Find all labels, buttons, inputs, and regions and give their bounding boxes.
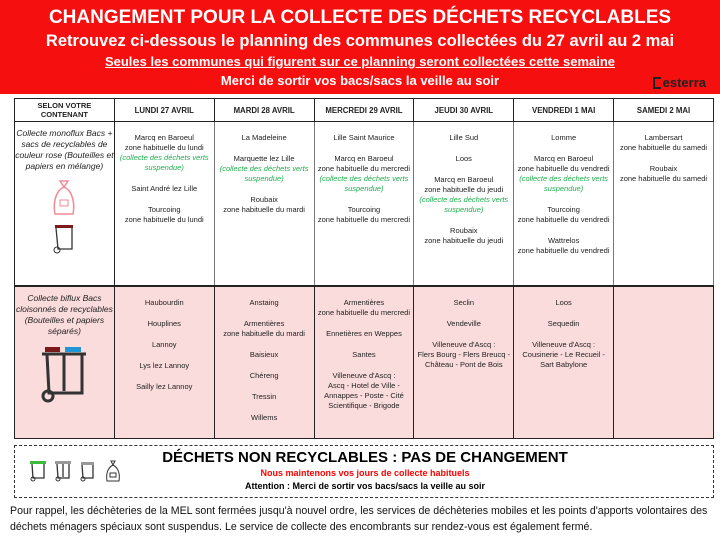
commune-entry (315, 298, 414, 318)
footer-note: Pour rappel, les déchèteries de la MEL sont fermées jusqu'à nouvel ordre, les services de déchèteries mobiles et les points d'apports volontaires des déchets ménagers spéciaux sont suspendus. Le service de collecte des encombrants sur rendez-vous est également fermé. (10, 505, 708, 533)
commune-name: Wattrelos zone habituelle du vendredi (517, 236, 610, 255)
commune-name: Roubaix zone habituelle du jeudi (424, 226, 504, 245)
non-recyclable-attention: Attention : Merci de sortir vos bacs/sacs la veille au soir (244, 481, 486, 491)
commune-entry (215, 154, 314, 184)
commune-name: Villeneuve d'Ascq : Flers Bourg - Flers Breucq - Château - Pont de Bois (417, 339, 511, 369)
commune-name: Marcq en Baroeul zone habituelle du lundi (124, 133, 204, 152)
split-bin-icon (39, 345, 89, 405)
commune-name: Tourcoing zone habituelle du vendredi (517, 205, 610, 224)
commune-name: Marcq en Baroeul zone habituelle du vendredi (517, 154, 610, 173)
schedule-cell (414, 122, 514, 286)
green-waste-note: (collecte des déchets verts suspendue) (119, 153, 209, 172)
commune-name: Roubaix zone habituelle du samedi (619, 164, 708, 183)
day-header: MERCREDI 29 AVRIL (314, 99, 414, 122)
header-banner (0, 0, 720, 94)
commune-entry (414, 133, 513, 143)
commune-entry (414, 226, 513, 246)
day-header: VENDREDI 1 MAI (514, 99, 614, 122)
commune-name: Vendeville (446, 318, 481, 328)
pink-bag-icon (49, 180, 79, 216)
commune-name: Chéreng (249, 370, 279, 380)
commune-entry (514, 298, 613, 308)
commune-name: Villeneuve d'Ascq : Cousinerie - Le Recueil - Sart Babylone (522, 339, 605, 369)
commune-entry (514, 205, 613, 225)
commune-entry (414, 340, 513, 370)
commune-entry (315, 133, 414, 143)
commune-entry (215, 195, 314, 215)
commune-entry (115, 184, 214, 194)
commune-entry (115, 298, 214, 308)
schedule-cell (314, 122, 414, 286)
commune-name: Baisieux (249, 349, 279, 359)
commune-name: Lille Saint Maurice (333, 133, 395, 142)
commune-entry (115, 361, 214, 371)
commune-name: Lomme (551, 133, 577, 142)
commune-name: Lambersart zone habituelle du samedi (619, 133, 708, 152)
commune-name: Tourcoing zone habituelle du mercredi (317, 205, 411, 224)
commune-entry (514, 236, 613, 256)
commune-name: Sailly lez Lannoy (136, 381, 193, 391)
commune-name: Loos (455, 154, 472, 163)
day-header: JEUDI 30 AVRIL (414, 99, 514, 122)
commune-name: Marcq en Baroeul zone habituelle du jeudi (424, 175, 504, 194)
commune-name: Loos (555, 297, 572, 307)
commune-name: Sequedin (547, 318, 580, 328)
commune-entry (115, 319, 214, 329)
bins-icons (29, 460, 122, 482)
green-waste-note: (collecte des déchets verts suspendue) (219, 164, 309, 183)
container-label: Collecte monoflux Bacs + sacs de recyclables de couleur rose (Bouteilles et papiers en mélange) (15, 128, 114, 171)
day-header: MARDI 28 AVRIL (214, 99, 314, 122)
commune-name: Seclin (453, 297, 475, 307)
commune-entry (115, 340, 214, 350)
commune-name: La Madeleine (241, 133, 287, 142)
commune-entry (215, 350, 314, 360)
green-waste-note: (collecte des déchets verts suspendue) (419, 195, 509, 214)
commune-entry (315, 350, 414, 360)
schedule-cell (214, 286, 314, 439)
commune-name: Tourcoing zone habituelle du lundi (124, 205, 204, 224)
grey-bin-small-icon (79, 460, 97, 482)
day-header: SAMEDI 2 MAI (614, 99, 714, 122)
commune-name: Lannoy (151, 339, 177, 349)
commune-name: Haubourdin (144, 297, 184, 307)
commune-entry (215, 319, 314, 339)
collection-schedule-table (14, 98, 714, 439)
commune-entry (614, 164, 713, 184)
commune-entry (215, 371, 314, 381)
commune-name: Roubaix zone habituelle du mardi (223, 195, 305, 214)
commune-name: Willems (250, 412, 278, 422)
commune-name: Lille Sud (449, 133, 479, 142)
esterra-logo: esterra (653, 75, 706, 90)
schedule-cell (514, 122, 614, 286)
monoflux-row (15, 122, 714, 286)
non-recyclable-subtitle: Nous maintenons vos jours de collecte habituels (260, 468, 470, 478)
commune-entry (315, 154, 414, 194)
commune-name: Villeneuve d'Ascq : Ascq - Hotel de Ville - Annappes - Poste - Cité Scientifique - Brigode (324, 370, 404, 410)
biflux-row (15, 286, 714, 439)
commune-entry (315, 371, 414, 411)
schedule-cell (114, 286, 214, 439)
commune-entry (414, 298, 513, 308)
container-label-cell (15, 286, 115, 439)
schedule-cell (314, 286, 414, 439)
commune-name: Armentières zone habituelle du mardi (223, 318, 305, 338)
day-header: LUNDI 27 AVRIL (114, 99, 214, 122)
schedule-cell (614, 122, 714, 286)
commune-entry (414, 175, 513, 215)
commune-entry (315, 329, 414, 339)
commune-entry (514, 154, 613, 194)
schedule-cell (514, 286, 614, 439)
container-label-cell (15, 122, 115, 286)
commune-name: Tressin (251, 391, 277, 401)
container-header: SELON VOTRE CONTENANT (15, 99, 115, 122)
banner-title: CHANGEMENT POUR LA COLLECTE DES DÉCHETS RECYCLABLES (48, 7, 672, 28)
commune-name: Marquette lez Lille (233, 154, 295, 163)
commune-entry (215, 392, 314, 402)
green-waste-note: (collecte des déchets verts suspendue) (519, 174, 609, 193)
schedule-cell (414, 286, 514, 439)
commune-entry (514, 133, 613, 143)
schedule-cell (614, 286, 714, 439)
commune-name: Houplines (147, 318, 181, 328)
banner-reminder: Merci de sortir vos bacs/sacs la veille au soir (220, 73, 500, 88)
commune-entry (115, 205, 214, 225)
commune-entry (514, 340, 613, 370)
container-label: Collecte biflux Bacs cloisonnés de recyclables (Bouteilles et papiers séparés) (15, 292, 113, 336)
schedule-cell (214, 122, 314, 286)
commune-entry (414, 319, 513, 329)
green-bin-icon (29, 460, 47, 482)
non-recyclable-title: DÉCHETS NON RECYCLABLES : PAS DE CHANGEMENT (162, 449, 568, 466)
commune-entry (514, 319, 613, 329)
commune-name: Lys lez Lannoy (139, 360, 190, 370)
non-recyclable-box (14, 445, 714, 498)
commune-entry (115, 382, 214, 392)
commune-name: Marcq en Baroeul zone habituelle du mercredi (317, 154, 411, 173)
banner-notice: Seules les communes qui figurent sur ce planning seront collectées cette semaine (104, 54, 616, 69)
bin-icon (52, 224, 76, 254)
commune-entry (115, 133, 214, 173)
green-waste-note: (collecte des déchets verts suspendue) (319, 174, 409, 193)
commune-name: Ennetières en Weppes (326, 328, 402, 338)
commune-entry (215, 298, 314, 308)
commune-entry (315, 205, 414, 225)
grey-bin-icon (54, 460, 72, 482)
commune-name: Anstaing (249, 297, 279, 307)
trash-bag-icon (104, 460, 122, 482)
commune-name: Armentières zone habituelle du mercredi (317, 297, 411, 317)
commune-name: Saint André lez Lille (131, 184, 198, 193)
commune-name: Santes (352, 349, 376, 359)
banner-subtitle: Retrouvez ci-dessous le planning des communes collectées du 27 avril au 2 mai (45, 32, 675, 50)
commune-entry (614, 133, 713, 153)
commune-entry (215, 133, 314, 143)
schedule-cell (114, 122, 214, 286)
commune-entry (215, 413, 314, 423)
commune-entry (414, 154, 513, 164)
